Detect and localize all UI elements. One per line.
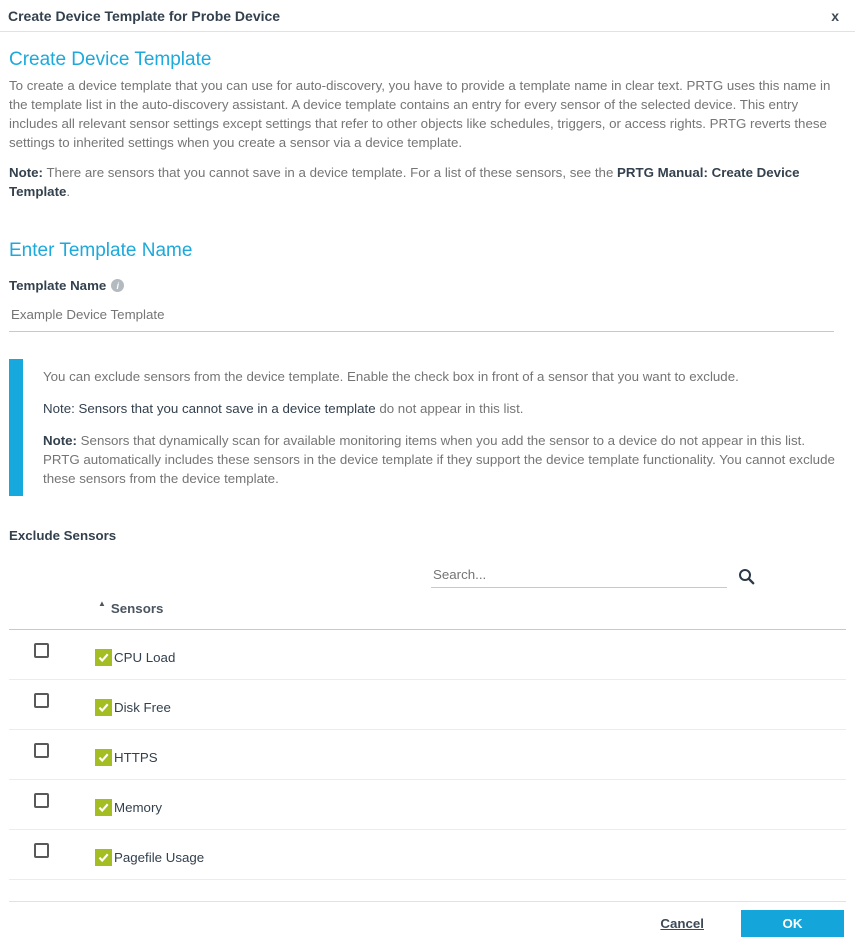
info-box-paragraph-1: You can exclude sensors from the device template. Enable the check box in front of a sensor that you want to exclude. (43, 369, 739, 384)
template-name-input[interactable] (9, 303, 834, 332)
info-box (9, 359, 847, 496)
intro-heading: Create Device Template (9, 49, 212, 70)
table-row (9, 830, 846, 880)
table-row (9, 780, 846, 830)
sensor-name: Pagefile Usage (114, 850, 205, 865)
info-box-paragraph-2-rest: do not appear in this list. (375, 401, 524, 416)
prtg-manual-link[interactable]: PRTG Manual: Create Device Template (9, 165, 800, 199)
dialog-content (0, 49, 855, 937)
search-input[interactable] (431, 565, 727, 588)
exclude-checkbox-cpu-load[interactable] (34, 643, 49, 658)
info-box-accent-bar (9, 359, 23, 496)
sensor-name: Memory (114, 800, 163, 815)
ok-button[interactable]: OK (741, 910, 844, 937)
note-label: Note: (9, 165, 43, 180)
info-icon[interactable]: i (111, 279, 124, 292)
close-icon[interactable]: x (831, 8, 839, 24)
info-box-content (23, 359, 847, 496)
sensor-check-icon (95, 849, 112, 866)
sensor-name: Disk Free (114, 700, 171, 715)
sensor-check-icon (95, 749, 112, 766)
note-text: There are sensors that you cannot save in a device template. For a list of these sensors, see the (42, 165, 618, 180)
info-box-paragraph-3-text: Sensors that dynamically scan for available monitoring items when you add the sensor to a device do not appear in this list. PRTG automatically includes these sensors in the device template if they support the device template functionality. You cannot exclude these sensors from the device template. (43, 433, 835, 486)
note-label-2: Note: (43, 433, 77, 448)
exclude-checkbox-memory[interactable] (34, 793, 49, 808)
info-box-paragraph-2 (43, 399, 837, 418)
template-name-label-row (9, 278, 846, 293)
exclude-checkbox-https[interactable] (34, 743, 49, 758)
search-row (9, 565, 846, 588)
sort-ascending-icon[interactable]: ▲ (98, 599, 106, 608)
sensor-check-icon (95, 649, 112, 666)
dialog-title: Create Device Template for Probe Device (8, 8, 281, 24)
table-header (9, 600, 846, 630)
dialog-header (0, 0, 855, 32)
table-row (9, 730, 846, 780)
search-icon[interactable] (738, 568, 755, 585)
sensor-name: HTTPS (114, 750, 158, 765)
column-header-sensors[interactable]: Sensors (110, 601, 164, 616)
info-box-paragraph-3 (43, 431, 837, 488)
exclude-sensors-label: Exclude Sensors (9, 528, 117, 543)
sensor-check-icon (95, 699, 112, 716)
note-suffix: . (66, 184, 71, 199)
cancel-button[interactable]: Cancel (660, 916, 704, 931)
exclude-checkbox-pagefile-usage[interactable] (34, 843, 49, 858)
exclude-checkbox-disk-free[interactable] (34, 693, 49, 708)
intro-paragraph: To create a device template that you can use for auto-discovery, you have to provide a template name in clear text. PRTG uses this name in the template list in the auto-discovery assistant. A device template contains an entry for every sensor of the selected device. This entry includes all relevant sensor settings except settings that refer to other objects like schedules, triggers, or access rights. PRTG reverts these settings to inherited settings when you create a sensor via a device template. (9, 78, 831, 150)
template-name-heading: Enter Template Name (9, 240, 193, 261)
sensor-name: CPU Load (114, 650, 176, 665)
table-row (9, 680, 846, 730)
cannot-save-sensors-link[interactable]: Note: Sensors that you cannot save in a device template (43, 401, 376, 416)
sensor-check-icon (95, 799, 112, 816)
dialog-footer (9, 901, 846, 937)
intro-note (9, 163, 846, 201)
template-name-label: Template Name (9, 278, 107, 293)
table-row (9, 630, 846, 680)
